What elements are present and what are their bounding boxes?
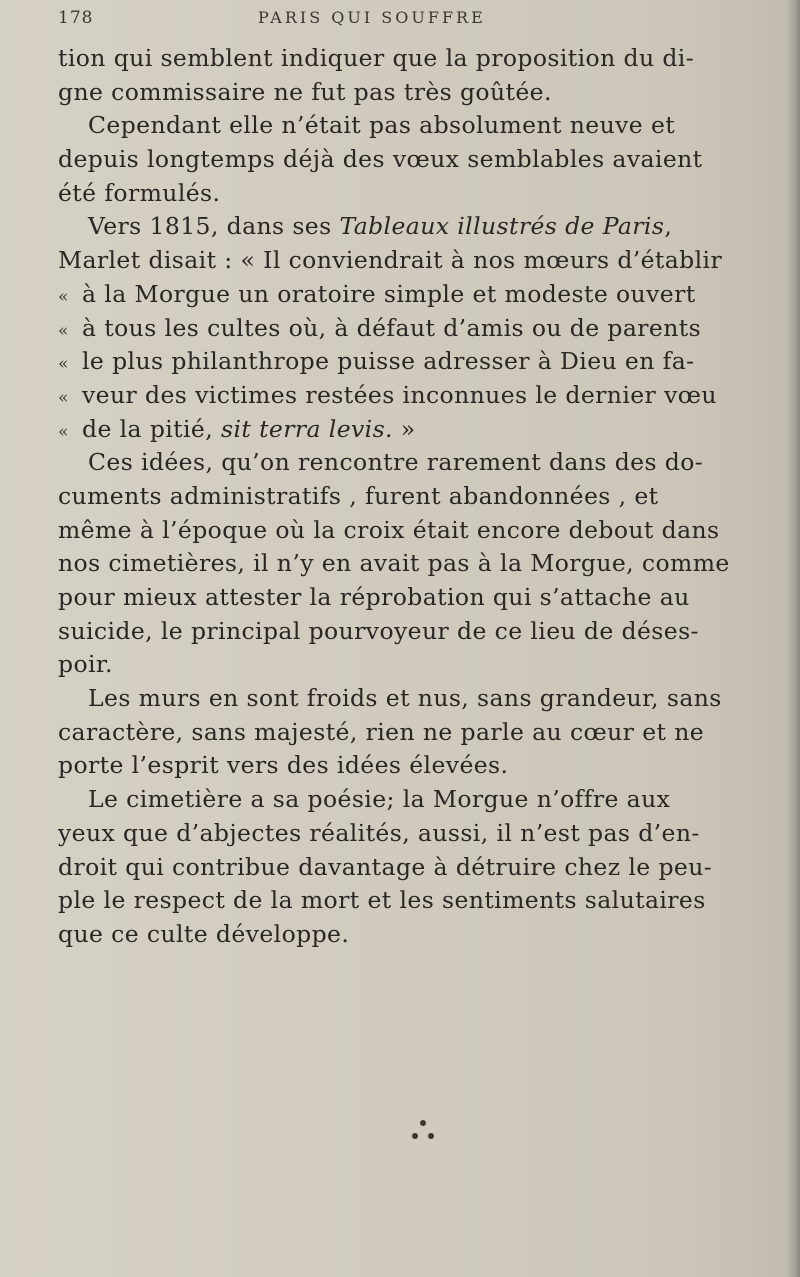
line-text: droit qui contribue davantage à détruire chez le peu- (58, 852, 713, 881)
ornament-dot (420, 1120, 426, 1126)
text-line (58, 547, 748, 581)
line-text: le plus philanthrope puisse adresser à Dieu en fa- (82, 347, 695, 376)
line-text: tion qui semblent indiquer que la proposition du di- (58, 44, 695, 72)
body-text (58, 42, 748, 952)
text-line (58, 312, 748, 346)
text-line (58, 446, 748, 480)
quote-mark: « (58, 354, 69, 375)
ornament-dot (412, 1133, 418, 1139)
page-header (58, 8, 738, 38)
text-line (58, 76, 748, 110)
text-line (58, 480, 748, 514)
line-text: même à l’époque où la croix était encore debout dans (58, 515, 720, 544)
text-line (58, 143, 748, 177)
end-ornament (403, 1120, 443, 1150)
text-line (58, 278, 748, 312)
line-text: Marlet disait : « Il conviendrait à nos mœurs d’établir (58, 246, 723, 275)
line-text: pour mieux attester la réprobation qui s’attache au (58, 583, 690, 611)
quote-mark: « (58, 421, 69, 442)
text-line: Vers 1815, dans ses Tableaux illustrés de Paris, (88, 212, 673, 241)
line-text: que ce culte développe. (58, 919, 350, 948)
line-text: à la Morgue un oratoire simple et modeste ouvert (82, 279, 696, 308)
text-line (58, 682, 748, 716)
ornament-row (403, 1132, 443, 1142)
text-line (58, 716, 748, 750)
line-text: cuments administratifs , furent abandonnées , et (58, 481, 659, 510)
text-line (58, 244, 748, 278)
page-edge-shadow (786, 0, 800, 1277)
line-text: caractère, sans majesté, rien ne parle au cœur et ne (58, 717, 705, 746)
line-text: à tous les cultes où, à défaut d’amis ou de parents (82, 313, 702, 342)
italic-title: Tableaux illustrés de Paris (339, 212, 665, 241)
text-line (58, 42, 748, 76)
text-line (58, 884, 748, 918)
text-line (58, 177, 748, 211)
line-text: suicide, le principal pourvoyeur de ce lieu de déses- (58, 616, 699, 645)
text-line (58, 648, 748, 682)
line-text: ple le respect de la mort et les sentiments salutaires (58, 886, 706, 915)
ornament-dot (428, 1133, 434, 1139)
text-line: « de la pitié, sit terra levis. » (58, 413, 748, 447)
line-text: veur des victimes restées inconnues le dernier vœu (82, 380, 717, 409)
line-text: nos cimetières, il n’y en avait pas à la Morgue, comme (58, 549, 730, 578)
line-text: Ces idées, qu’on rencontre rarement dans des do- (88, 448, 704, 477)
quote-mark: « (58, 286, 69, 307)
text-line (58, 749, 748, 783)
line-text: porte l’esprit vers des idées élevées. (58, 751, 509, 780)
text-line (58, 615, 748, 649)
italic-latin: sit terra levis. (220, 414, 393, 443)
line-text: été formulés. (58, 178, 221, 207)
page-number: 178 (58, 8, 94, 28)
line-text: yeux que d’abjectes réalités, aussi, il n’est pas d’en- (58, 818, 700, 847)
line-text: Les murs en sont froids et nus, sans grandeur, sans (88, 684, 722, 713)
line-text: Cependant elle n’était pas absolument neuve et (88, 111, 676, 140)
text-line (58, 379, 748, 413)
text-line (58, 109, 748, 143)
text-line (58, 783, 748, 817)
text-line (58, 918, 748, 952)
quote-mark: « (58, 320, 69, 341)
line-text: gne commissaire ne fut pas très goûtée. (58, 77, 552, 106)
running-head: PARIS QUI SOUFFRE (258, 8, 486, 27)
text-line (58, 345, 748, 379)
text-line (58, 851, 748, 885)
text-line (58, 581, 748, 615)
text-line (58, 817, 748, 851)
text-line (58, 514, 748, 548)
quote-mark: « (58, 387, 69, 408)
line-text: poir. (58, 650, 113, 679)
line-text: depuis longtemps déjà des vœux semblables avaient (58, 145, 703, 174)
line-text: Le cimetière a sa poésie; la Morgue n’offre aux (88, 785, 671, 814)
